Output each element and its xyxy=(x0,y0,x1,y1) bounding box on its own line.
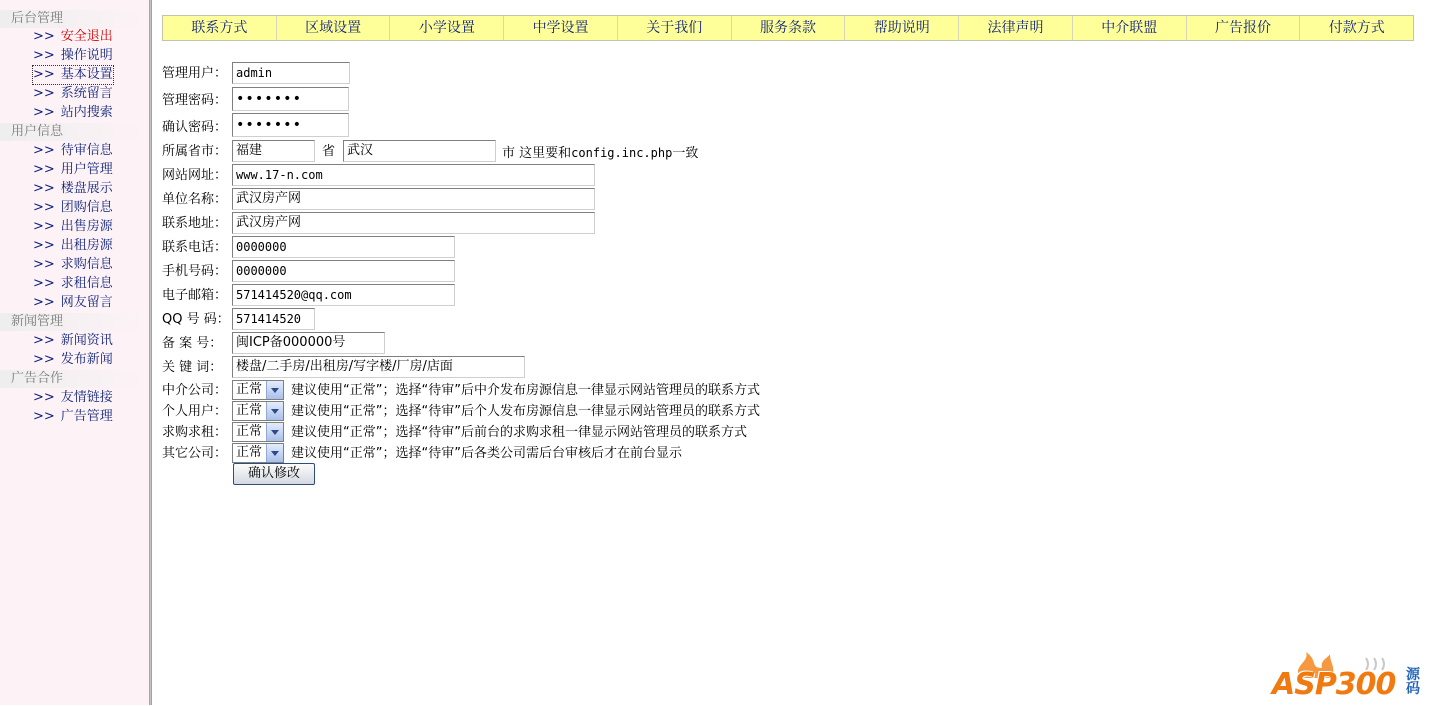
tab-help[interactable]: 帮助说明 xyxy=(845,16,959,40)
tab-legal[interactable]: 法律声明 xyxy=(959,16,1073,40)
city-note-prefix: 这里要和 xyxy=(519,146,572,161)
admin-user-input[interactable]: admin xyxy=(232,62,350,84)
chevron-down-icon xyxy=(266,402,283,420)
sidebar-item-publish-news[interactable]: >> 发布新闻 xyxy=(33,352,113,367)
sidebar-item-group-buy[interactable]: >> 团购信息 xyxy=(33,200,113,215)
keywords-label: 关 键 词： xyxy=(162,360,223,375)
sidebar-item-for-sale[interactable]: >> 出售房源 xyxy=(33,219,113,234)
mobile-label: 手机号码： xyxy=(162,264,228,279)
icp-label: 备 案 号： xyxy=(162,336,223,351)
watermark-subtext: 源码 xyxy=(1406,667,1420,697)
address-input[interactable]: 武汉房产网 xyxy=(232,212,595,234)
seek-status-select[interactable] xyxy=(232,422,284,442)
admin-password-input[interactable]: ••••••• xyxy=(232,87,349,111)
city-note-suffix: 一致 xyxy=(672,146,699,161)
personal-status-value: 正常 xyxy=(236,403,263,418)
agency-note: 建议使用“正常”；选择“待审”后中介发布房源信息一律显示网站管理员的联系方式 xyxy=(291,383,760,398)
email-input[interactable]: 571414520@qq.com xyxy=(232,284,455,306)
sidebar-section-user-info: 用户信息 xyxy=(0,123,149,141)
sidebar-divider xyxy=(149,0,152,705)
watermark-text: ASP300 xyxy=(1272,667,1396,702)
seek-label: 求购求租： xyxy=(162,425,228,440)
sidebar xyxy=(0,0,149,705)
personal-note: 建议使用“正常”；选择“待审”后个人发布房源信息一律显示网站管理员的联系方式 xyxy=(291,404,760,419)
tab-region[interactable]: 区域设置 xyxy=(277,16,391,40)
personal-status-select[interactable] xyxy=(232,401,284,421)
chevron-down-icon xyxy=(266,381,283,399)
seek-status-value: 正常 xyxy=(236,424,263,439)
other-note: 建议使用“正常”；选择“待审”后各类公司需后台审核后才在前台显示 xyxy=(291,446,682,461)
phone-label: 联系电话： xyxy=(162,240,228,255)
website-input[interactable]: www.17-n.com xyxy=(232,164,595,186)
agency-status-select[interactable] xyxy=(232,380,284,400)
qq-input[interactable]: 571414520 xyxy=(232,308,315,330)
province-input[interactable]: 福建 xyxy=(232,140,315,162)
chevron-down-icon xyxy=(266,444,283,462)
sidebar-item-instructions[interactable]: >> 操作说明 xyxy=(33,48,113,63)
phone-input[interactable]: 0000000 xyxy=(232,236,455,258)
tab-terms[interactable]: 服务条款 xyxy=(732,16,846,40)
sidebar-item-links[interactable]: >> 友情链接 xyxy=(33,390,113,405)
config-file-name: config.inc.php xyxy=(571,146,673,160)
tab-middle-school[interactable]: 中学设置 xyxy=(504,16,618,40)
agency-label: 中介公司： xyxy=(162,383,228,398)
province-suffix: 省 xyxy=(322,144,336,159)
sidebar-section-news: 新闻管理 xyxy=(0,313,149,331)
sidebar-section-ads: 广告合作 xyxy=(0,370,149,388)
sidebar-item-want-to-buy[interactable]: >> 求购信息 xyxy=(33,257,113,272)
city-suffix: 市 xyxy=(502,146,516,161)
mobile-input[interactable]: 0000000 xyxy=(232,260,455,282)
chevron-down-icon xyxy=(266,423,283,441)
agency-status-value: 正常 xyxy=(236,382,263,397)
city-input[interactable]: 武汉 xyxy=(343,140,496,162)
address-label: 联系地址： xyxy=(162,216,228,231)
company-input[interactable]: 武汉房产网 xyxy=(232,188,595,210)
sidebar-item-property-showcase[interactable]: >> 楼盘展示 xyxy=(33,181,113,196)
tab-payment[interactable]: 付款方式 xyxy=(1328,20,1385,36)
other-status-value: 正常 xyxy=(236,445,263,460)
settings-tabs xyxy=(162,15,1414,41)
sidebar-item-basic-settings[interactable]: >> 基本设置 xyxy=(33,67,113,82)
company-label: 单位名称： xyxy=(162,192,228,207)
keywords-input[interactable]: 楼盘/二手房/出租房/写字楼/厂房/店面 xyxy=(232,356,525,378)
province-city-label: 所属省市： xyxy=(162,144,228,159)
confirm-pass-label: 确认密码： xyxy=(162,120,228,135)
tab-about[interactable]: 关于我们 xyxy=(618,16,732,40)
admin-pass-label: 管理密码： xyxy=(162,93,228,108)
sidebar-item-for-rent[interactable]: >> 出租房源 xyxy=(33,238,113,253)
seek-note: 建议使用“正常”；选择“待审”后前台的求购求租一律显示网站管理员的联系方式 xyxy=(291,425,747,440)
confirm-modify-button[interactable]: 确认修改 xyxy=(233,463,315,485)
city-note xyxy=(502,144,698,163)
sidebar-item-user-management[interactable]: >> 用户管理 xyxy=(33,162,113,177)
admin-user-label: 管理用户： xyxy=(162,66,228,81)
confirm-password-input[interactable]: ••••••• xyxy=(232,113,349,137)
tab-contact[interactable]: 联系方式 xyxy=(163,16,277,40)
asp300-watermark-logo xyxy=(1270,648,1440,702)
tab-agency-alliance[interactable]: 中介联盟 xyxy=(1073,16,1187,40)
tab-primary-school[interactable]: 小学设置 xyxy=(390,16,504,40)
other-label: 其它公司： xyxy=(162,446,228,461)
sidebar-item-site-search[interactable]: >> 站内搜索 xyxy=(33,105,113,120)
email-label: 电子邮箱： xyxy=(162,288,228,303)
sidebar-item-pending[interactable]: >> 待审信息 xyxy=(33,143,113,158)
sidebar-section-admin: 后台管理 xyxy=(0,10,149,28)
other-status-select[interactable] xyxy=(232,443,284,463)
sidebar-item-ad-management[interactable]: >> 广告管理 xyxy=(33,409,113,424)
sidebar-item-guestbook[interactable]: >> 网友留言 xyxy=(33,295,113,310)
website-label: 网站网址： xyxy=(162,168,228,183)
icp-input[interactable]: 闽ICP备000000号 xyxy=(232,332,385,354)
qq-label: QQ 号 码： xyxy=(162,312,230,327)
sidebar-item-system-messages[interactable]: >> 系统留言 xyxy=(33,86,113,101)
personal-label: 个人用户： xyxy=(162,404,228,419)
sidebar-item-news[interactable]: >> 新闻资讯 xyxy=(33,333,113,348)
tab-ad-pricing[interactable]: 广告报价 xyxy=(1187,16,1301,40)
sidebar-item-want-to-rent[interactable]: >> 求租信息 xyxy=(33,276,113,291)
sidebar-item-logout[interactable]: >> 安全退出 xyxy=(33,29,113,44)
